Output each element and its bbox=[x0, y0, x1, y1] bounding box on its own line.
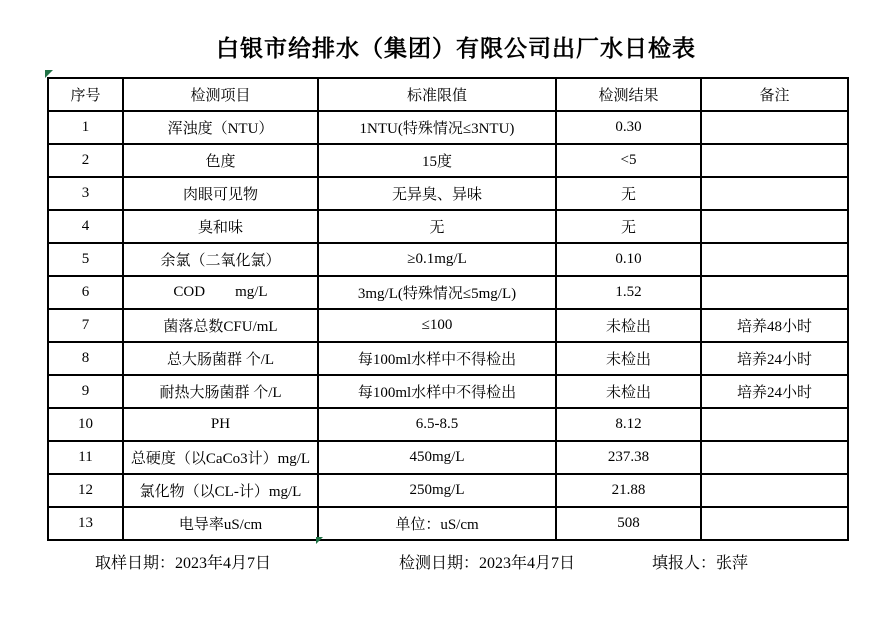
column-header-2: 标准限值 bbox=[318, 78, 556, 111]
table-row bbox=[48, 441, 848, 474]
standard-limit-cell: 每100ml水样中不得检出 bbox=[318, 342, 556, 375]
row-number-cell: 6 bbox=[48, 276, 123, 309]
row-number-cell: 8 bbox=[48, 342, 123, 375]
table-row bbox=[48, 342, 848, 375]
column-header-0: 序号 bbox=[48, 78, 123, 111]
table-row bbox=[48, 177, 848, 210]
result-cell: 508 bbox=[556, 507, 701, 540]
table-row bbox=[48, 144, 848, 177]
standard-limit-cell: 每100ml水样中不得检出 bbox=[318, 375, 556, 408]
item-cell: 肉眼可见物 bbox=[123, 177, 318, 210]
row-number-cell: 11 bbox=[48, 441, 123, 474]
standard-limit-cell: 1NTU(特殊情况≤3NTU) bbox=[318, 111, 556, 144]
table-body bbox=[48, 111, 848, 540]
remark-cell: 培养24小时 bbox=[701, 375, 848, 408]
remark-cell bbox=[701, 474, 848, 507]
item-cell: 电导率uS/cm bbox=[123, 507, 318, 540]
table-row bbox=[48, 309, 848, 342]
row-number-cell: 13 bbox=[48, 507, 123, 540]
row-number-cell: 7 bbox=[48, 309, 123, 342]
item-cell: 臭和味 bbox=[123, 210, 318, 243]
standard-limit-cell: 单位：uS/cm bbox=[318, 507, 556, 540]
table-row bbox=[48, 111, 848, 144]
table-row bbox=[48, 408, 848, 441]
row-number-cell: 2 bbox=[48, 144, 123, 177]
table-row bbox=[48, 276, 848, 309]
table-row bbox=[48, 474, 848, 507]
result-cell: 21.88 bbox=[556, 474, 701, 507]
remark-cell bbox=[701, 408, 848, 441]
remark-cell bbox=[701, 144, 848, 177]
row-number-cell: 4 bbox=[48, 210, 123, 243]
table-row bbox=[48, 210, 848, 243]
testing-date-label: 检测日期：2023年4月7日 bbox=[399, 555, 576, 572]
remark-cell bbox=[701, 276, 848, 309]
result-cell: <5 bbox=[556, 144, 701, 177]
standard-limit-cell: 250mg/L bbox=[318, 474, 556, 507]
row-number-cell: 9 bbox=[48, 375, 123, 408]
remark-cell bbox=[701, 243, 848, 276]
result-cell: 8.12 bbox=[556, 408, 701, 441]
result-cell: 无 bbox=[556, 177, 701, 210]
result-cell: 未检出 bbox=[556, 309, 701, 342]
remark-cell bbox=[701, 210, 848, 243]
footer bbox=[0, 550, 883, 572]
result-cell: 无 bbox=[556, 210, 701, 243]
inspection-table bbox=[47, 77, 849, 541]
table-row bbox=[48, 507, 848, 540]
result-cell: 237.38 bbox=[556, 441, 701, 474]
remark-cell bbox=[701, 441, 848, 474]
item-cell: 总硬度（以CaCo3计）mg/L bbox=[123, 441, 318, 474]
item-cell: 色度 bbox=[123, 144, 318, 177]
table-row bbox=[48, 375, 848, 408]
row-number-cell: 12 bbox=[48, 474, 123, 507]
standard-limit-cell: 无异臭、异味 bbox=[318, 177, 556, 210]
row-number-cell: 3 bbox=[48, 177, 123, 210]
table-header-row bbox=[48, 78, 848, 111]
item-cell: PH bbox=[123, 408, 318, 441]
item-cell: 菌落总数CFU/mL bbox=[123, 309, 318, 342]
item-cell: COD mg/L bbox=[123, 276, 318, 309]
green-triangle-marker-icon bbox=[316, 537, 323, 544]
remark-cell bbox=[701, 111, 848, 144]
standard-limit-cell: ≤100 bbox=[318, 309, 556, 342]
remark-cell: 培养24小时 bbox=[701, 342, 848, 375]
standard-limit-cell: 6.5-8.5 bbox=[318, 408, 556, 441]
item-cell: 浑浊度（NTU） bbox=[123, 111, 318, 144]
standard-limit-cell: ≥0.1mg/L bbox=[318, 243, 556, 276]
result-cell: 0.10 bbox=[556, 243, 701, 276]
column-header-1: 检测项目 bbox=[123, 78, 318, 111]
result-cell: 1.52 bbox=[556, 276, 701, 309]
item-cell: 总大肠菌群 个/L bbox=[123, 342, 318, 375]
remark-cell: 培养48小时 bbox=[701, 309, 848, 342]
row-number-cell: 5 bbox=[48, 243, 123, 276]
sampling-date-label: 取样日期：2023年4月7日 bbox=[95, 555, 272, 572]
row-number-cell: 1 bbox=[48, 111, 123, 144]
remark-cell bbox=[701, 177, 848, 210]
item-cell: 耐热大肠菌群 个/L bbox=[123, 375, 318, 408]
item-cell: 余氯（二氧化氯） bbox=[123, 243, 318, 276]
result-cell: 未检出 bbox=[556, 342, 701, 375]
standard-limit-cell: 3mg/L(特殊情况≤5mg/L) bbox=[318, 276, 556, 309]
result-cell: 0.30 bbox=[556, 111, 701, 144]
item-cell: 氯化物（以CL-计）mg/L bbox=[123, 474, 318, 507]
column-header-4: 备注 bbox=[701, 78, 848, 111]
remark-cell bbox=[701, 507, 848, 540]
standard-limit-cell: 450mg/L bbox=[318, 441, 556, 474]
table-row bbox=[48, 243, 848, 276]
result-cell: 未检出 bbox=[556, 375, 701, 408]
standard-limit-cell: 无 bbox=[318, 210, 556, 243]
page-title: 白银市给排水（集团）有限公司出厂水日检表 bbox=[216, 36, 696, 61]
reporter-label: 填报人：张萍 bbox=[652, 555, 749, 572]
column-header-3: 检测结果 bbox=[556, 78, 701, 111]
row-number-cell: 10 bbox=[48, 408, 123, 441]
standard-limit-cell: 15度 bbox=[318, 144, 556, 177]
